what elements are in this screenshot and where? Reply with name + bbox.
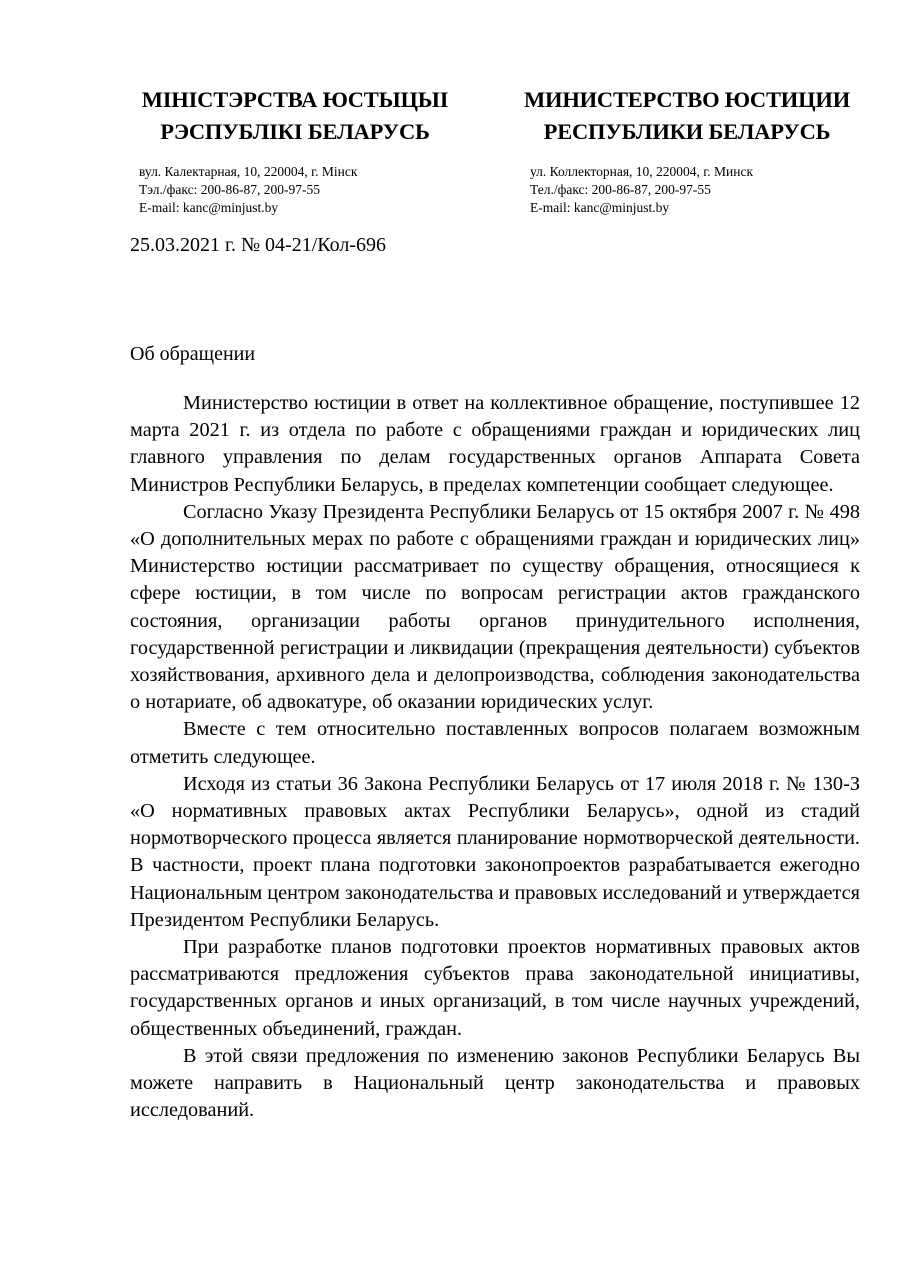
- letter-subject: Об обращении: [130, 343, 256, 365]
- paragraph: Исходя из статьи 36 Закона Республики Беларусь от 17 июля 2018 г. № 130-З «О нормативных правовых актах Республики Беларусь», одной из стадий нормотворческого процесса является планирование нормотворческой деятельности. В частности, проект плана подготовки законопроектов разрабатывается ежегодно Национальным центром законодательства и правовых исследований и утверждается Президентом Республики Беларусь.: [130, 772, 860, 931]
- paragraph: В этой связи предложения по изменению законов Республики Беларусь Вы можете направить в Национальный центр законодательства и правовых исследований.: [130, 1044, 860, 1122]
- contacts-belarusian: [139, 163, 357, 217]
- email-ru: E-mail: kanc@minjust.by: [530, 200, 670, 215]
- ministry-name-ru-line2: РЕСПУБЛИКИ БЕЛАРУСЬ: [543, 119, 831, 144]
- contacts-russian: [530, 163, 753, 217]
- letter-body: [130, 390, 860, 1124]
- registration-number: 25.03.2021 г. № 04-21/Кол-696: [130, 234, 386, 256]
- paragraph: При разработке планов подготовки проектов нормативных правовых актов рассматриваются предложения субъектов права законодательной инициативы, государственных органов и иных организаций, в том числе научных учреждений, общественных объединений, граждан.: [130, 936, 860, 1040]
- ministry-name-belarusian: [125, 84, 465, 148]
- phone-by: Тэл./факс: 200-86-87, 200-97-55: [139, 182, 320, 197]
- ministry-name-by-line1: МІНІСТЭРСТВА ЮСТЫЦЫІ: [141, 87, 449, 112]
- ministry-name-by-line2: РЭСПУБЛІКІ БЕЛАРУСЬ: [160, 119, 430, 144]
- paragraph: Согласно Указу Президента Республики Беларусь от 15 октября 2007 г. № 498 «О дополнительных мерах по работе с обращениями граждан и юридических лиц» Министерство юстиции рассматривает по существу обращения, относящиеся к сфере юстиции, в том числе по вопросам регистрации актов гражданского состояния, организации работы органов принудительного исполнения, государственной регистрации и ликвидации (прекращения деятельности) субъектов хозяйствования, архивного дела и делопроизводства, соблюдения законодательства о нотариате, об адвокатуре, об оказании юридических услуг.: [130, 500, 860, 714]
- address-by: вул. Калектарная, 10, 220004, г. Мінск: [139, 164, 358, 179]
- paragraph: Вместе с тем относительно поставленных вопросов полагаем возможным отметить следующее.: [130, 718, 860, 768]
- email-by: E-mail: kanc@minjust.by: [139, 200, 279, 215]
- paragraph: Министерство юстиции в ответ на коллективное обращение, поступившее 12 марта 2021 г. из отдела по работе с обращениями граждан и юридических лиц главного управления по делам государственных органов Аппарата Совета Министров Республики Беларусь, в пределах компетенции сообщает следующее.: [130, 392, 860, 496]
- ministry-name-ru-line1: МИНИСТЕРСТВО ЮСТИЦИИ: [523, 87, 850, 112]
- phone-ru: Тел./факс: 200-86-87, 200-97-55: [530, 182, 711, 197]
- address-ru: ул. Коллекторная, 10, 220004, г. Минск: [530, 164, 754, 179]
- ministry-name-russian: [517, 84, 857, 148]
